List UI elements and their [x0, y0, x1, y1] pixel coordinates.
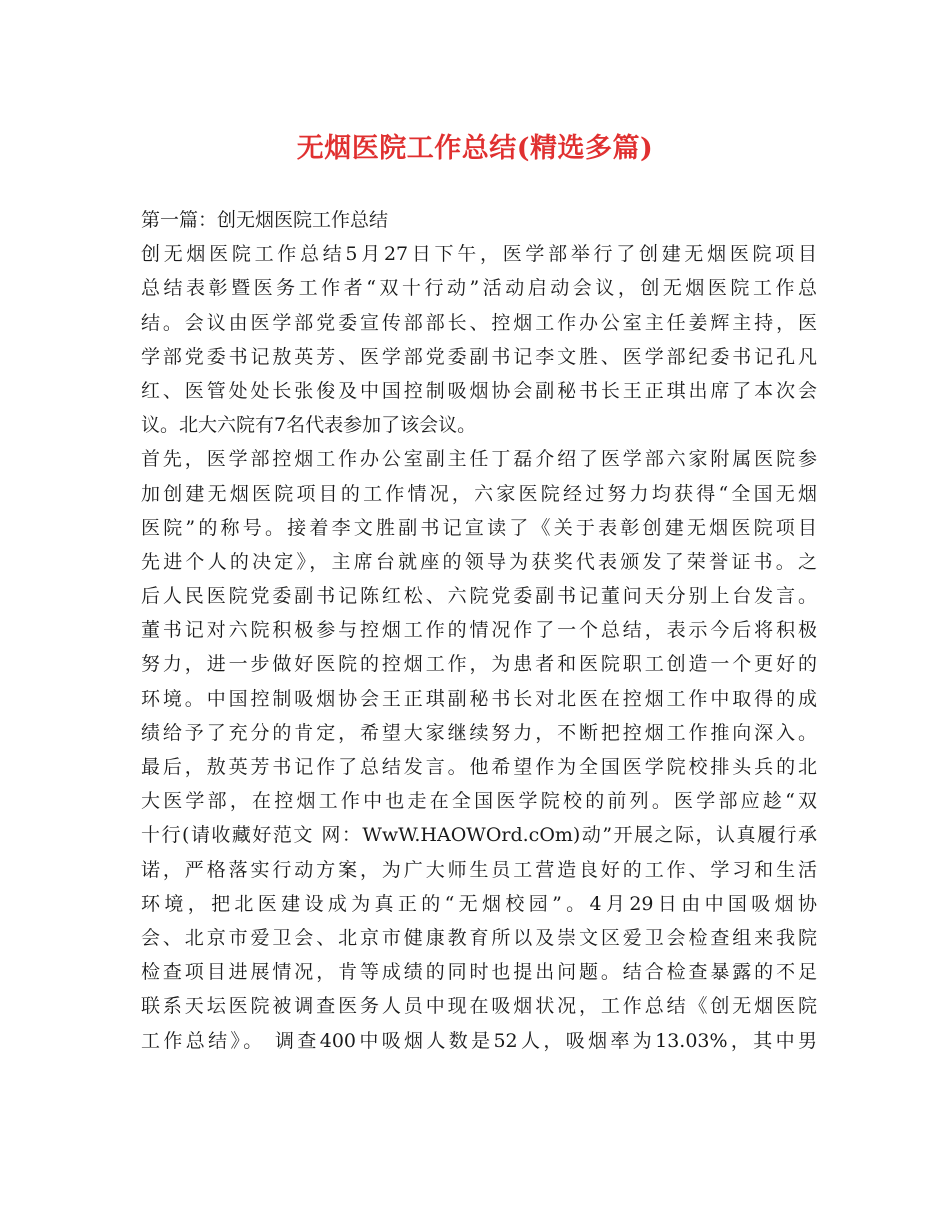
paragraph-line: 工作总结》。 调查400中吸烟人数是52人，吸烟率为13.03%，其中男	[141, 1029, 817, 1052]
paragraph-line: 结。会议由医学部党委宣传部部长、控烟工作办公室主任姜辉主持，医	[141, 311, 817, 334]
document-title: 无烟医院工作总结(精选多篇)	[296, 133, 654, 164]
paragraph-line: 会、北京市爱卫会、北京市健康教育所以及崇文区爱卫会检查组来我院	[141, 926, 817, 949]
paragraph-line: 最后，敖英芳书记作了总结发言。他希望作为全国医学院校排头兵的北	[141, 756, 817, 778]
paragraph-line: 后人民医院党委副书记陈红松、六院党委副书记董问天分别上台发言。	[141, 585, 817, 608]
paragraph-line: 努力，进一步做好医院的控烟工作，为患者和医院职工创造一个更好的	[141, 653, 817, 676]
paragraph-line: 医院”的称号。接着李文胜副书记宣读了《关于表彰创建无烟医院项目	[141, 516, 817, 539]
paragraph-line: 联系天坛医院被调查医务人员中现在吸烟状况，工作总结《创无烟医院	[141, 995, 817, 1018]
paragraph-line: 大医学部，在控烟工作中也走在全国医学院校的前列。医学部应趁“双	[141, 790, 817, 813]
paragraph-line: 环境，把北医建设成为真正的“无烟校园”。4月29日由中国吸烟协	[141, 892, 817, 915]
paragraph-line: 检查项目进展情况，肯等成绩的同时也提出问题。结合检查暴露的不足	[141, 961, 817, 984]
section-heading: 第一篇：创无烟医院工作总结	[141, 209, 389, 231]
paragraph-line: 红、医管处处长张俊及中国控制吸烟协会副秘书长王正琪出席了本次会	[141, 379, 817, 402]
document-body	[141, 203, 817, 1058]
paragraph-line: 首先，医学部控烟工作办公室副主任丁磊介绍了医学部六家附属医院参	[141, 448, 817, 471]
paragraph-line: 十行(请收藏好范文 网：WwW.HAOWOrd.cOm)动”开展之际，认真履行承	[141, 824, 817, 847]
paragraph-line: 总结表彰暨医务工作者“双十行动”活动启动会议，创无烟医院工作总	[141, 277, 817, 300]
paragraph-line: 诺，严格落实行动方案，为广大师生员工营造良好的工作、学习和生活	[141, 858, 817, 881]
paragraph-line: 学部党委书记敖英芳、医学部党委副书记李文胜、医学部纪委书记孔凡	[141, 345, 817, 368]
paragraph-line: 先进个人的决定》，主席台就座的领导为获奖代表颁发了荣誉证书。之	[141, 550, 817, 573]
paragraph-line: 环境。中国控制吸烟协会王正琪副秘书长对北医在控烟工作中取得的成	[141, 687, 817, 710]
paragraph-line: 加创建无烟医院项目的工作情况，六家医院经过努力均获得“全国无烟	[141, 482, 817, 505]
paragraph-line: 董书记对六院积极参与控烟工作的情况作了一个总结，表示今后将积极	[141, 619, 817, 642]
paragraph-line: 议。北大六院有7名代表参加了该会议。	[141, 414, 477, 437]
paragraph-line: 绩给予了充分的肯定，希望大家继续努力，不断把控烟工作推向深入。	[141, 721, 817, 744]
paragraph-line: 创无烟医院工作总结5月27日下午，医学部举行了创建无烟医院项目	[141, 243, 817, 266]
